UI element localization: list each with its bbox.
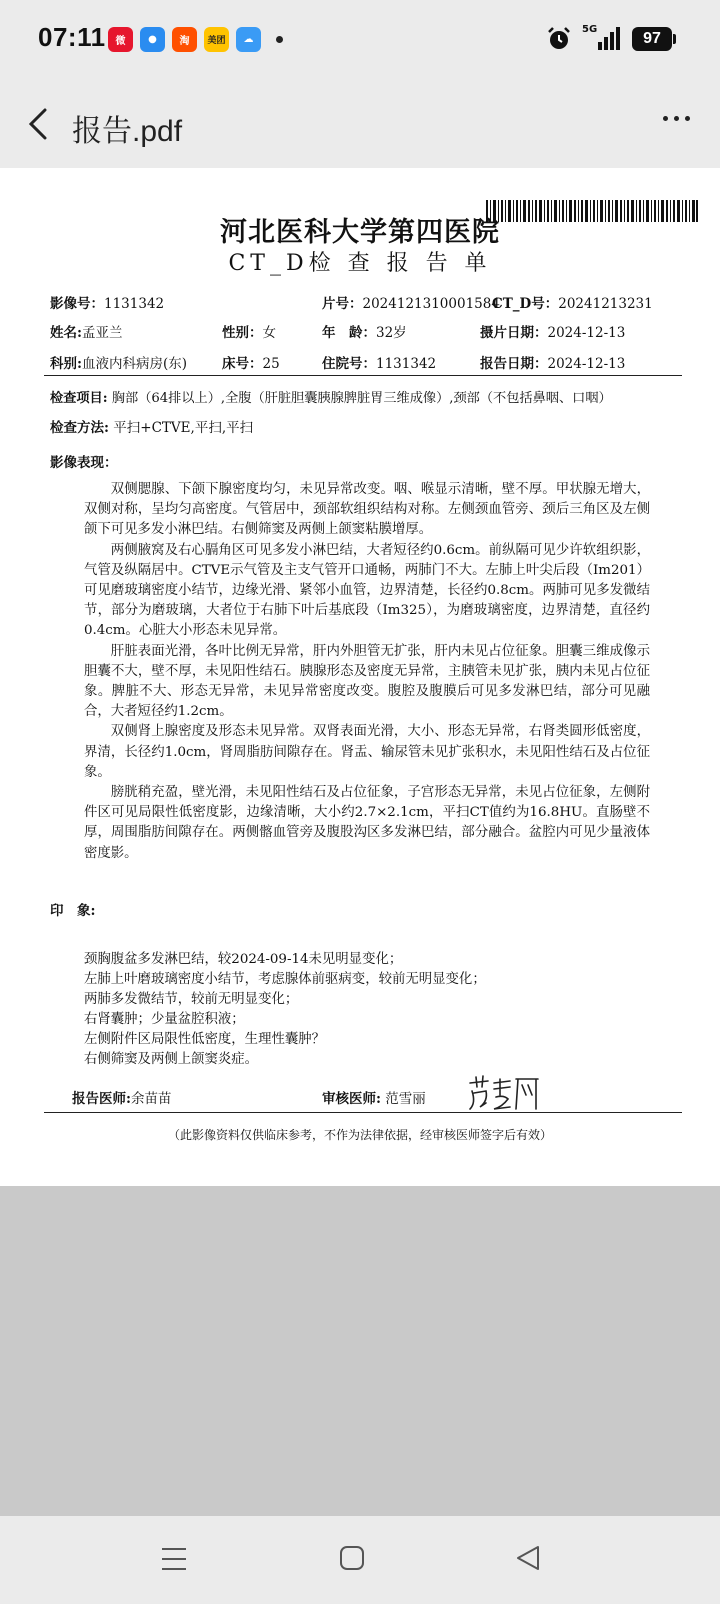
film-number-field bbox=[322, 292, 500, 312]
system-icons bbox=[546, 26, 672, 52]
signal-icon bbox=[582, 26, 622, 52]
navigation-bar bbox=[0, 1516, 720, 1604]
image-number-value: 1131342 bbox=[104, 296, 165, 312]
report-title: CT_D检 查 报 告 单 bbox=[228, 251, 492, 276]
findings-paragraph: 双侧腮腺、下颌下腺密度均匀，未见异常改变。咽、喉显示清晰，壁不厚。甲状腺无增大，双侧对称，呈均匀高密度。气管居中，颈部软组织结构对称。左侧颈血管旁、颈后三角区及左侧颌下可见多发小淋巴结。右侧筛窦及两侧上颌窦粘膜增厚。 bbox=[84, 482, 650, 538]
ctd-number-label: CT_D号： bbox=[492, 296, 559, 312]
more-options-icon[interactable] bbox=[663, 116, 690, 121]
taobao-icon: 淘 bbox=[172, 27, 197, 52]
sex-label: 性别： bbox=[222, 325, 263, 341]
age-label: 年 龄： bbox=[322, 325, 376, 341]
impression-heading: 印 象: bbox=[50, 903, 96, 919]
back-triangle-icon[interactable] bbox=[514, 1544, 542, 1572]
impression-item: 两肺多发微结节，较前无明显变化； bbox=[84, 992, 299, 1007]
exam-items-field bbox=[50, 387, 612, 406]
disclaimer-note: （此影像资料仅供临床参考，不作为法律依据，经审核医师签字后有效） bbox=[167, 1128, 552, 1142]
hospital-name: 河北医科大学第四医院 bbox=[220, 217, 500, 248]
findings-paragraph: 双侧肾上腺密度及形态未见异常。双肾表面光滑，大小、形态无异常，右肾类圆形低密度，界清，长径约1.0cm，肾周脂肪间隙存在。肾盂、输尿管未见扩张积水，未见阳性结石及占位征象。 bbox=[84, 724, 650, 780]
image-number-field bbox=[50, 292, 164, 312]
exam-method-value: 平扫+CTVE,平扫,平扫 bbox=[113, 420, 254, 436]
impression-item: 右肾囊肿；少量盆腔积液； bbox=[84, 1012, 245, 1027]
ctd-number-field bbox=[492, 292, 653, 312]
weather-icon: ☁ bbox=[236, 27, 261, 52]
back-arrow-icon[interactable] bbox=[20, 104, 60, 144]
exam-items-value: 胸部（64排以上）,全腹（肝脏胆囊胰腺脾脏胃三维成像）,颈部（不包括鼻咽、口咽） bbox=[111, 391, 612, 406]
patient-name-field bbox=[50, 321, 122, 341]
findings-text bbox=[84, 480, 650, 864]
findings-paragraph: 肝脏表面光滑，各叶比例无异常，肝内外胆管无扩张，肝内未见占位征象。胆囊三维成像示胆囊不大，壁不厚，未见阳性结石。胰腺形态及密度无异常，主胰管未见扩张，胰内未见占位征象。脾脏不大、形态无异常，未见异常密度改变。腹腔及腹膜后可见多发淋巴结，部分可见融合，大者短径约1.2cm。 bbox=[84, 643, 650, 720]
browser-icon: ● bbox=[140, 27, 165, 52]
bed-field bbox=[222, 352, 280, 372]
impression-item: 左肺上叶磨玻璃密度小结节，考虑腺体前驱病变，较前无明显变化； bbox=[84, 972, 486, 987]
shoot-date-label: 摄片日期： bbox=[480, 325, 548, 341]
findings-paragraph: 两侧腋窝及右心膈角区可见多发小淋巴结，大者短径约0.6cm。前纵隔可见少许软组织影，气管及纵隔居中。CTVE示气管及主支气管开口通畅，两肺门不大。左肺上叶尖后段（Im201）可见磨玻璃密度小结节，边缘光滑、紧邻小血管，边界清楚，长径约0.8cm。两肺可见多发微结节，部分为磨玻璃，大者位于右肺下叶后基底段（Im325），为磨玻璃密度，边界清楚，直径约0.4cm。心脏大小形态未见异常。 bbox=[84, 542, 650, 639]
film-number-label: 片号： bbox=[322, 296, 363, 312]
shoot-date-value: 2024-12-13 bbox=[547, 325, 626, 341]
footer-divider bbox=[44, 1112, 682, 1113]
ctd-number-value: 20241213231 bbox=[558, 296, 653, 312]
meituan-icon: 美团 bbox=[204, 27, 229, 52]
report-date-label: 报告日期： bbox=[480, 356, 548, 372]
inpatient-value: 1131342 bbox=[376, 356, 437, 372]
home-icon[interactable] bbox=[338, 1544, 366, 1572]
reporter-label: 报告医师: bbox=[72, 1091, 131, 1107]
age-field bbox=[322, 321, 407, 341]
reviewer-field bbox=[322, 1087, 426, 1107]
notification-icons bbox=[108, 27, 283, 52]
bed-label: 床号： bbox=[222, 356, 263, 372]
app-bar bbox=[0, 82, 720, 168]
inpatient-field bbox=[322, 352, 436, 372]
report-date-field bbox=[480, 352, 625, 372]
menu-icon[interactable] bbox=[160, 1546, 188, 1572]
age-value: 32岁 bbox=[376, 325, 407, 341]
patient-name-label: 姓名: bbox=[50, 325, 82, 341]
department-field bbox=[50, 352, 187, 372]
film-number-value: 2024121310001584 bbox=[362, 296, 500, 312]
department-label: 科别: bbox=[50, 356, 82, 372]
alarm-icon bbox=[546, 26, 572, 52]
report-date-value: 2024-12-13 bbox=[547, 356, 626, 372]
weibo-icon: 微 bbox=[108, 27, 133, 52]
exam-items-label: 检查项目: bbox=[50, 391, 108, 406]
clock: 07:11 bbox=[38, 22, 106, 52]
findings-heading: 影像表现： bbox=[50, 455, 118, 471]
exam-method-field bbox=[50, 416, 253, 436]
reporter-value: 余苗苗 bbox=[130, 1091, 172, 1107]
bed-value: 25 bbox=[262, 356, 280, 372]
shoot-date-field bbox=[480, 321, 625, 341]
status-bar bbox=[0, 0, 720, 82]
sex-field bbox=[222, 321, 276, 341]
network-type: 5G bbox=[582, 24, 598, 35]
impression-item: 左侧附件区局限性低密度，生理性囊肿？ bbox=[84, 1032, 326, 1047]
file-title: 报告.pdf bbox=[72, 115, 183, 148]
battery-indicator: 97 bbox=[632, 27, 672, 51]
sex-value: 女 bbox=[262, 325, 276, 341]
image-number-label: 影像号： bbox=[50, 296, 104, 312]
impression-item: 颈胸腹盆多发淋巴结，较2024-09-14未见明显变化； bbox=[84, 952, 403, 967]
exam-method-label: 检查方法: bbox=[50, 420, 109, 436]
handwritten-signature bbox=[466, 1073, 546, 1113]
findings-paragraph: 膀胱稍充盈，壁光滑，未见阳性结石及占位征象，子宫形态无异常，未见占位征象，左侧附件区可见局限性低密度影，边缘清晰，大小约2.7×2.1cm，平扫CT值约为16.8HU。直肠壁不厚，周围脂肪间隙存在。两侧髂血管旁及腹股沟区多发淋巴结，部分融合。盆腔内可见少量液体密度影。 bbox=[84, 785, 650, 861]
reviewer-label: 审核医师: bbox=[322, 1091, 381, 1107]
department-value: 血液内科病房(东) bbox=[81, 356, 188, 372]
more-notifications-icon bbox=[276, 36, 283, 43]
reviewer-value: 范雪丽 bbox=[385, 1091, 426, 1107]
reporter-field bbox=[72, 1087, 171, 1107]
impression-item: 右侧筛窦及两侧上颌窦炎症。 bbox=[84, 1052, 259, 1067]
inpatient-label: 住院号： bbox=[322, 356, 376, 372]
pdf-page bbox=[0, 168, 720, 1186]
divider bbox=[44, 375, 682, 376]
impression-list bbox=[84, 950, 486, 1070]
patient-name-value: 孟亚兰 bbox=[81, 325, 123, 341]
